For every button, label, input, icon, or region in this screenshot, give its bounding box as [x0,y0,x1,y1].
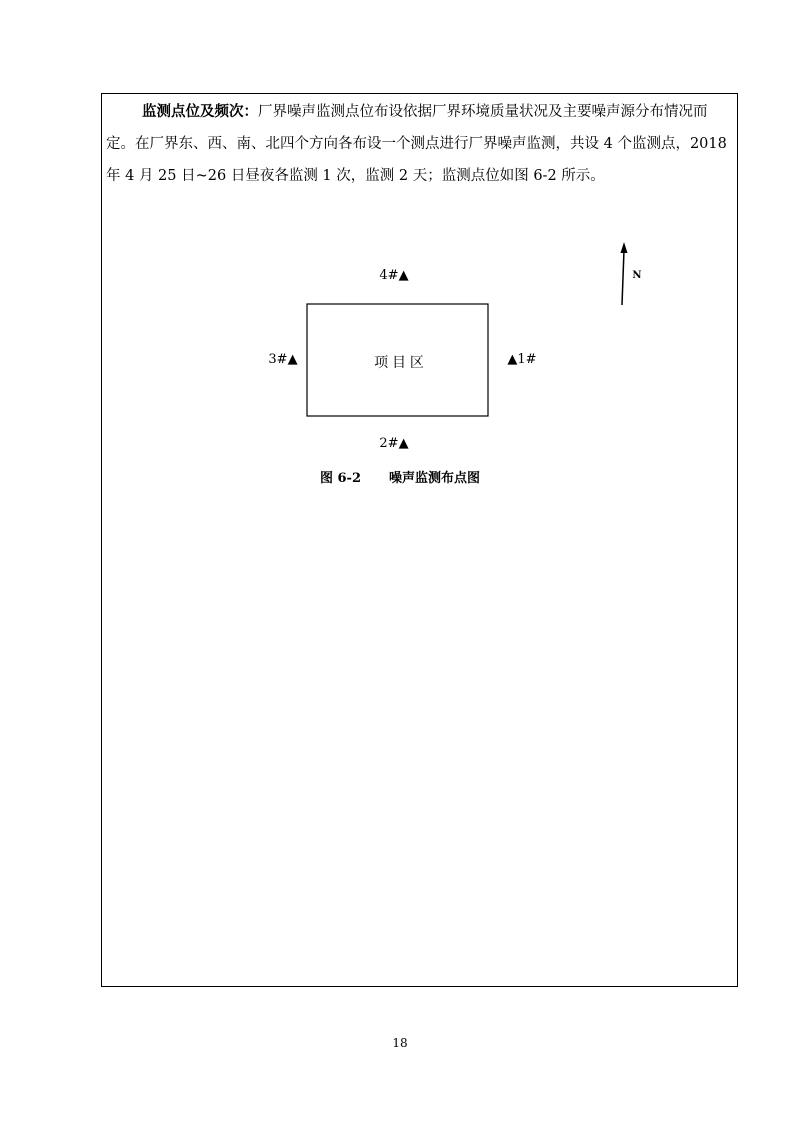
project-area-label: 项 目 区 [374,354,424,370]
point-3-west: 3#▲ [268,352,298,367]
point-1-east: ▲1# [507,352,537,367]
figure-number: 图 6-2 [319,471,361,486]
paragraph-heading: 监测点位及频次： [142,103,258,120]
north-arrow-icon [621,242,628,305]
point-4-north: 4#▲ [379,268,409,283]
paragraph-text: 厂界噪声监测点位布设依据厂界环境质量状况及主要噪声源分布情况而定。在厂界东、西、南、北四个方向各布设一个测点进行厂界噪声监测，共设 4 个监测点，2018 年 4 月 25 日~26 日昼夜各监测 1 次，监测 2 天；监测点位如图 6-2 所示。 [106,104,727,184]
figure-caption [0,467,800,486]
point-2-south: 2#▲ [379,436,409,451]
page-number: 18 [392,1036,408,1050]
north-label: N [632,270,642,281]
figure-title: 噪声监测布点图 [389,471,481,486]
